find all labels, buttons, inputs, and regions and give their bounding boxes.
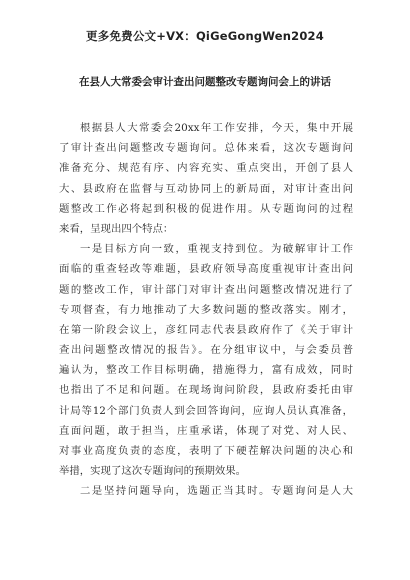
document-title: 在县人大常委会审计查出问题整改专题询问会上的讲话 — [79, 76, 331, 88]
body-text-line: 专项督查，有力地推动了大多数问题的整改落实。刚才， — [59, 303, 353, 316]
watermark-header: 更多免费公文+VX：QiGeGongWen2024 — [86, 29, 324, 43]
body-text-line: 直面问题，敢于担当，庄重承诺，体现了对党、对人民、 — [59, 424, 353, 437]
body-text-line: 二是坚持问题导向，选题正当其时。专题询问是人大 — [80, 485, 353, 498]
document-body — [59, 118, 353, 502]
body-text-line: 也指出了不足和问题。在现场询问阶段，县政府委托由审 — [59, 384, 353, 397]
body-text-line: 根据县人大常委会20xx年工作安排，今天，集中开展 — [80, 122, 353, 134]
body-text-line: 大、县政府在监督与互动协同上的新局面，对审计查出问 — [59, 182, 353, 195]
body-text-line: 一是目标方向一致，重视支持到位。为破解审计工作 — [80, 243, 353, 256]
body-text-line: 在第一阶段会议上，彦红同志代表县政府作了《关于审计 — [59, 323, 353, 336]
body-text-line: 面临的重查轻改等难题，县政府领导高度重视审计查出问 — [59, 263, 353, 276]
body-text-line: 题的整改工作，审计部门对审计查出问题整改情况进行了 — [59, 283, 353, 296]
body-text-line: 遍认为，整改工作目标明确，措施得力，富有成效，同时 — [59, 364, 353, 377]
body-text-line: 对事业高度负责的态度，表明了下硬茬解决问题的决心和 — [59, 445, 353, 457]
body-text-line: 准备充分、规范有序、内容充实、重点突出，开创了县人 — [59, 162, 353, 175]
body-text-line: 查出问题整改情况的报告》。在分组审议中，与会委员普 — [59, 344, 353, 357]
body-text-line: 计局等12个部门负责人到会回答询问，应询人员认真准备， — [59, 404, 353, 417]
body-text-line: 举措，实现了这次专题询问的预期效果。 — [59, 465, 247, 478]
body-text-line: 了审计查出问题整改专题询问。总体来看，这次专题询问 — [59, 142, 353, 155]
body-text-line: 来看，呈现出四个特点： — [59, 222, 174, 235]
body-text-line: 题整改工作必将起到积极的促进作用。从专题询问的过程 — [59, 202, 353, 215]
